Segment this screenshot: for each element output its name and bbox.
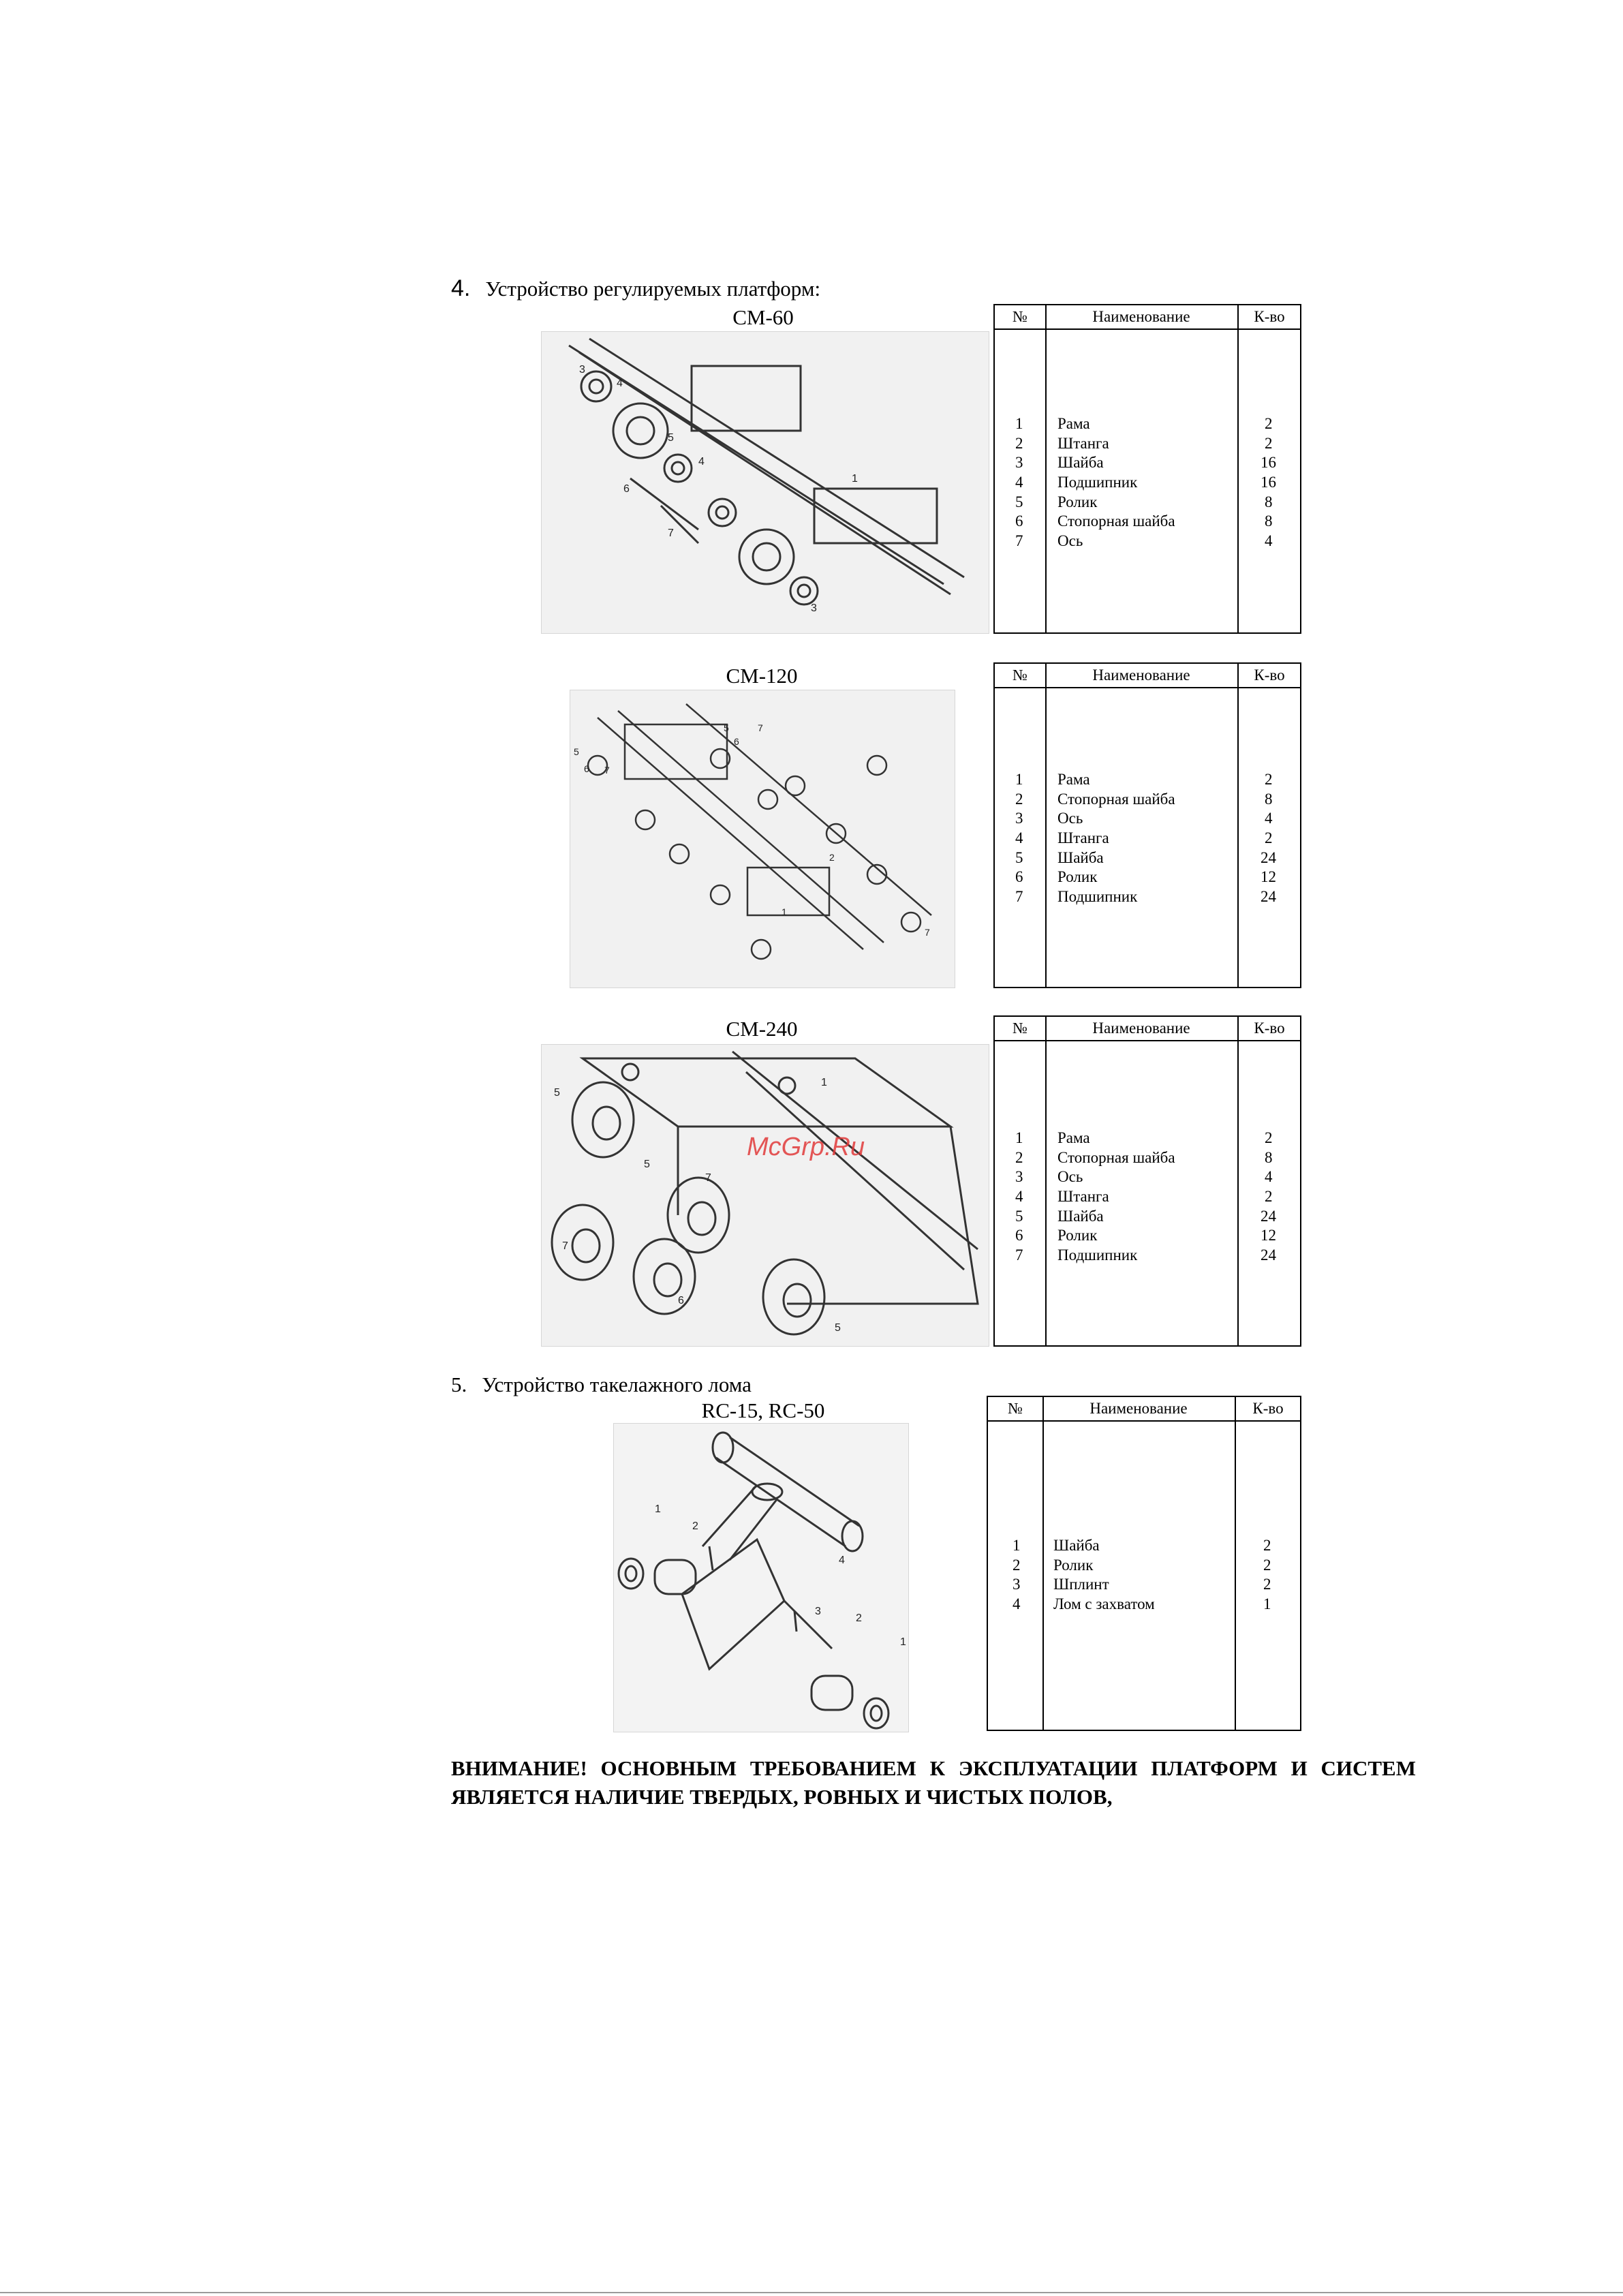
svg-text:6: 6 — [678, 1295, 684, 1306]
parts-table-rc — [987, 1396, 1301, 1731]
warning-text: ВНИМАНИЕ! ОСНОВНЫМ ТРЕБОВАНИЕМ К ЭКСПЛУАТАЦИИ ПЛАТФОРМ И СИСТЕМ ЯВЛЯЕТСЯ НАЛИЧИЕ ТВЕРДЫХ, РОВНЫХ И ЧИСТЫХ ПОЛОВ, — [451, 1756, 1416, 1809]
header-number: № — [1008, 1400, 1023, 1417]
model-label-cm240: CM-240 — [726, 1017, 798, 1041]
section-5-heading — [451, 1373, 752, 1397]
table-header — [995, 664, 1300, 688]
table-row: 7 Ось 4 — [1015, 532, 1273, 550]
table-row: 3 Шайба 16 — [1015, 454, 1276, 472]
diagram-rc — [613, 1423, 909, 1732]
header-qty: К-во — [1254, 667, 1285, 684]
header-number: № — [1013, 1020, 1027, 1037]
svg-text:4: 4 — [617, 378, 623, 389]
table-row: 3 Ось 4 — [1015, 1168, 1273, 1186]
svg-text:7: 7 — [925, 927, 930, 938]
model-label-cm120: CM-120 — [726, 664, 798, 688]
table-row: 1 Рама 2 — [1015, 415, 1273, 432]
table-row: 2 Штанга 2 — [1015, 434, 1273, 452]
svg-text:7: 7 — [562, 1240, 568, 1252]
section-number: 4. — [451, 275, 471, 301]
header-qty: К-во — [1254, 308, 1285, 325]
table-row: 6 Стопорная шайба 8 — [1015, 512, 1273, 530]
svg-text:5: 5 — [644, 1159, 650, 1170]
table-row: 6 Ролик 12 — [1015, 868, 1276, 886]
svg-text:6: 6 — [734, 736, 739, 747]
table-header — [995, 305, 1300, 330]
table-row: 3 Ось 4 — [1015, 810, 1273, 827]
table-row: 1 Рама 2 — [1015, 771, 1273, 788]
svg-text:1: 1 — [782, 906, 787, 917]
table-row: 6 Ролик 12 — [1015, 1227, 1276, 1244]
diagram-cm240 — [541, 1044, 989, 1347]
table-row: 2 Ролик 2 — [1013, 1556, 1271, 1574]
header-qty: К-во — [1252, 1400, 1284, 1417]
table-row: 4 Подшипник 16 — [1015, 474, 1276, 491]
parts-table-cm240 — [993, 1015, 1301, 1347]
table-row: 2 Стопорная шайба 8 — [1015, 1148, 1273, 1166]
svg-text:5: 5 — [724, 722, 729, 733]
table-row: 4 Лом с захватом 1 — [1013, 1595, 1271, 1613]
svg-text:7: 7 — [705, 1172, 711, 1184]
svg-text:7: 7 — [604, 765, 610, 776]
header-number: № — [1013, 667, 1027, 684]
svg-text:2: 2 — [829, 852, 835, 863]
section-title: Устройство регулируемых платформ: — [485, 277, 821, 301]
svg-text:6: 6 — [623, 483, 630, 495]
svg-text:4: 4 — [698, 456, 705, 468]
diagram-cm60 — [541, 331, 989, 634]
table-row: 5 Ролик 8 — [1015, 493, 1273, 510]
header-name: Наименование — [1092, 667, 1190, 684]
svg-text:1: 1 — [852, 473, 858, 485]
svg-text:2: 2 — [692, 1520, 698, 1532]
section-4-heading — [451, 275, 820, 302]
svg-text:2: 2 — [856, 1612, 862, 1624]
svg-text:5: 5 — [554, 1087, 560, 1099]
model-label-rc: RC-15, RC-50 — [701, 1398, 825, 1422]
table-row: 1 Рама 2 — [1015, 1129, 1273, 1146]
svg-text:3: 3 — [811, 602, 817, 614]
diagram-cm120 — [570, 690, 955, 988]
svg-text:5: 5 — [668, 432, 674, 444]
table-row: 4 Штанга 2 — [1015, 829, 1273, 847]
svg-text:1: 1 — [655, 1503, 661, 1515]
table-row: 3 Шплинт 2 — [1013, 1576, 1271, 1593]
svg-text:6: 6 — [584, 763, 589, 774]
header-name: Наименование — [1089, 1400, 1188, 1417]
watermark-text: McGrp.Ru — [747, 1133, 865, 1161]
svg-text:3: 3 — [815, 1606, 821, 1617]
svg-text:5: 5 — [574, 746, 579, 757]
table-row: 5 Шайба 24 — [1015, 848, 1276, 866]
table-row: 4 Штанга 2 — [1015, 1188, 1273, 1206]
header-name: Наименование — [1092, 1020, 1190, 1037]
table-header — [995, 1017, 1300, 1041]
svg-text:1: 1 — [900, 1636, 906, 1648]
header-qty: К-во — [1254, 1020, 1285, 1037]
header-number: № — [1013, 308, 1027, 325]
table-row: 5 Шайба 24 — [1015, 1207, 1276, 1225]
model-label-cm60: CM-60 — [732, 305, 794, 329]
svg-text:5: 5 — [835, 1322, 841, 1334]
parts-table-cm120 — [993, 662, 1301, 988]
svg-text:1: 1 — [821, 1077, 827, 1088]
table-row: 2 Стопорная шайба 8 — [1015, 790, 1273, 808]
svg-text:7: 7 — [758, 722, 763, 733]
parts-table-cm60 — [993, 304, 1301, 634]
table-header — [988, 1397, 1300, 1422]
table-row: 1 Шайба 2 — [1013, 1537, 1271, 1554]
section-number: 5. — [451, 1373, 467, 1396]
svg-text:7: 7 — [668, 527, 674, 539]
svg-text:4: 4 — [839, 1555, 845, 1566]
section-title: Устройство такелажного лома — [482, 1373, 752, 1396]
page-bottom-divider — [0, 2292, 1623, 2293]
table-row: 7 Подшипник 24 — [1015, 888, 1276, 906]
table-row: 7 Подшипник 24 — [1015, 1246, 1276, 1264]
svg-text:3: 3 — [579, 364, 585, 376]
header-name: Наименование — [1092, 308, 1190, 325]
